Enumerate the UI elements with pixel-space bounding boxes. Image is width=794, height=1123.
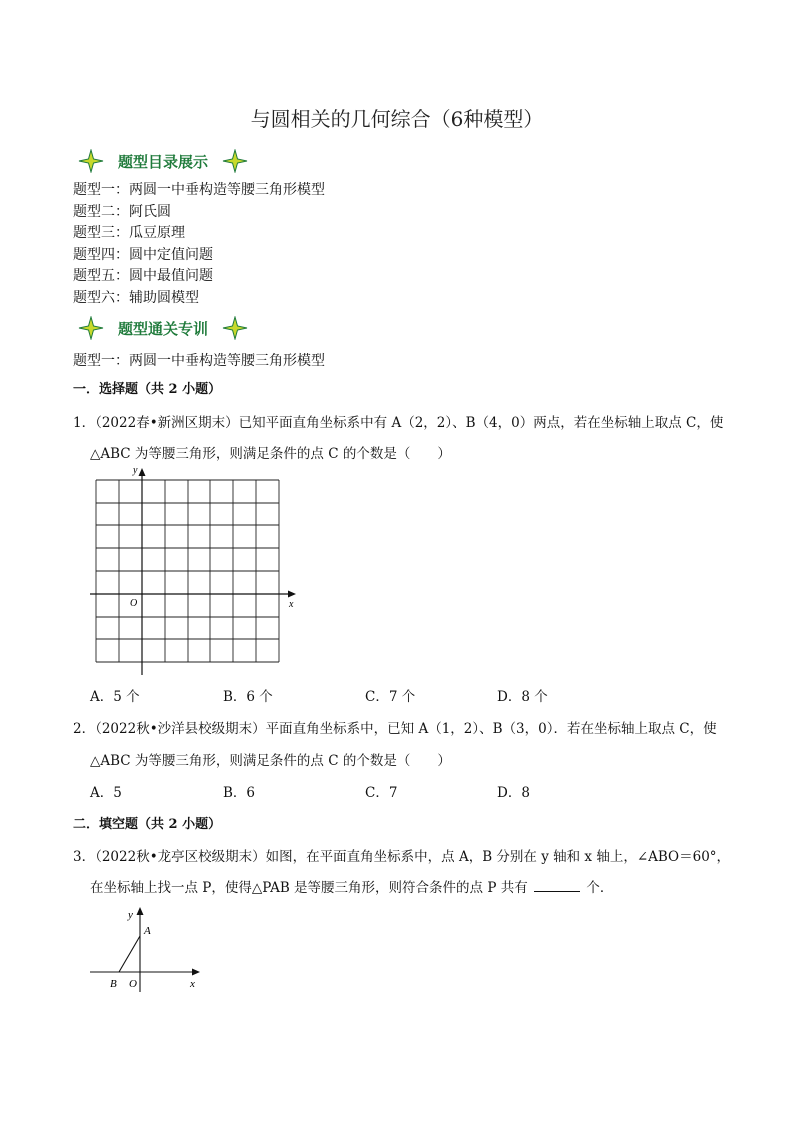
sparkle-icon — [78, 316, 104, 340]
toc-item[interactable]: 题型五：圆中最值问题 — [73, 268, 213, 284]
question-2-line-2: △ABC 为等腰三角形，则满足条件的点 C 的个数是（ ） — [90, 753, 451, 769]
question-1-line-1: 1．（2022春•新洲区期末）已知平面直角坐标系中有 A（2，2）、B（4，0）两点，若在坐标轴上取点 C，使 — [73, 415, 724, 431]
point-a-label: A — [144, 925, 151, 937]
sparkle-icon — [78, 149, 104, 173]
question-3-line-2 — [90, 876, 613, 896]
question-1-grid-figure — [88, 463, 303, 678]
section-fill-heading: 二．填空题（共 2 小题） — [73, 817, 222, 832]
section-choice-heading: 一．选择题（共 2 小题） — [73, 382, 222, 397]
question-3-text-end: 个． — [586, 880, 614, 896]
point-b-label: B — [110, 978, 117, 990]
q1-option-d[interactable]: D．8 个 — [497, 689, 548, 705]
x-axis-label: x — [289, 599, 294, 610]
q2-option-a[interactable]: A．5 — [90, 785, 122, 801]
toc-item[interactable]: 题型六：辅助圆模型 — [73, 289, 199, 306]
x-axis-arrow-icon — [192, 969, 200, 976]
toc-heading — [78, 148, 248, 174]
q1-option-c[interactable]: C．7 个 — [365, 689, 416, 705]
page-title: 与圆相关的几何综合（6种模型） — [250, 107, 544, 131]
x-axis-arrow-icon — [288, 591, 296, 598]
q1-option-b[interactable]: B．6 个 — [223, 689, 273, 705]
practice-heading-label: 题型通关专训 — [118, 319, 209, 338]
segment-ab — [119, 936, 140, 972]
x-axis-label: x — [190, 978, 195, 990]
question-1-line-2: △ABC 为等腰三角形，则满足条件的点 C 的个数是（ ） — [90, 446, 451, 462]
sparkle-icon — [222, 316, 248, 340]
toc-item[interactable]: 题型四：圆中定值问题 — [73, 246, 213, 263]
question-3-line-1: 3．（2022秋•龙亭区校级期末）如图，在平面直角坐标系中，点 A，B 分别在 y 轴和 x 轴上，∠ABO＝60°， — [73, 849, 731, 865]
toc-heading-label: 题型目录展示 — [118, 152, 209, 171]
practice-heading — [78, 315, 248, 341]
toc-item[interactable]: 题型三：瓜豆原理 — [73, 225, 185, 241]
y-axis-label: y — [133, 465, 138, 476]
q2-option-b[interactable]: B．6 — [223, 785, 256, 801]
q2-option-d[interactable]: D．8 — [497, 785, 530, 801]
toc-item[interactable]: 题型一：两圆一中垂构造等腰三角形模型 — [73, 182, 325, 198]
answer-blank[interactable] — [534, 879, 580, 892]
origin-label: O — [129, 978, 137, 990]
toc-item[interactable]: 题型二：阿氏圆 — [73, 203, 171, 220]
question-3-text: 在坐标轴上找一点 P，使得△PAB 是等腰三角形，则符合条件的点 P 共有 — [90, 880, 528, 896]
question-2-line-1: 2．（2022秋•沙洋县校级期末）平面直角坐标系中，已知 A（1，2）、B（3，0）．若在坐标轴上取点 C，使 — [73, 721, 717, 737]
y-axis-arrow-icon — [139, 468, 146, 476]
toc-list — [73, 180, 325, 309]
sparkle-icon — [222, 149, 248, 173]
y-axis-arrow-icon — [137, 907, 144, 915]
origin-label: O — [130, 598, 138, 609]
q2-option-c[interactable]: C．7 — [365, 785, 398, 801]
q1-option-a[interactable]: A．5 个 — [90, 689, 140, 705]
question-3-figure — [86, 900, 211, 1000]
topic-title: 题型一：两圆一中垂构造等腰三角形模型 — [73, 353, 325, 369]
y-axis-label: y — [128, 909, 133, 921]
